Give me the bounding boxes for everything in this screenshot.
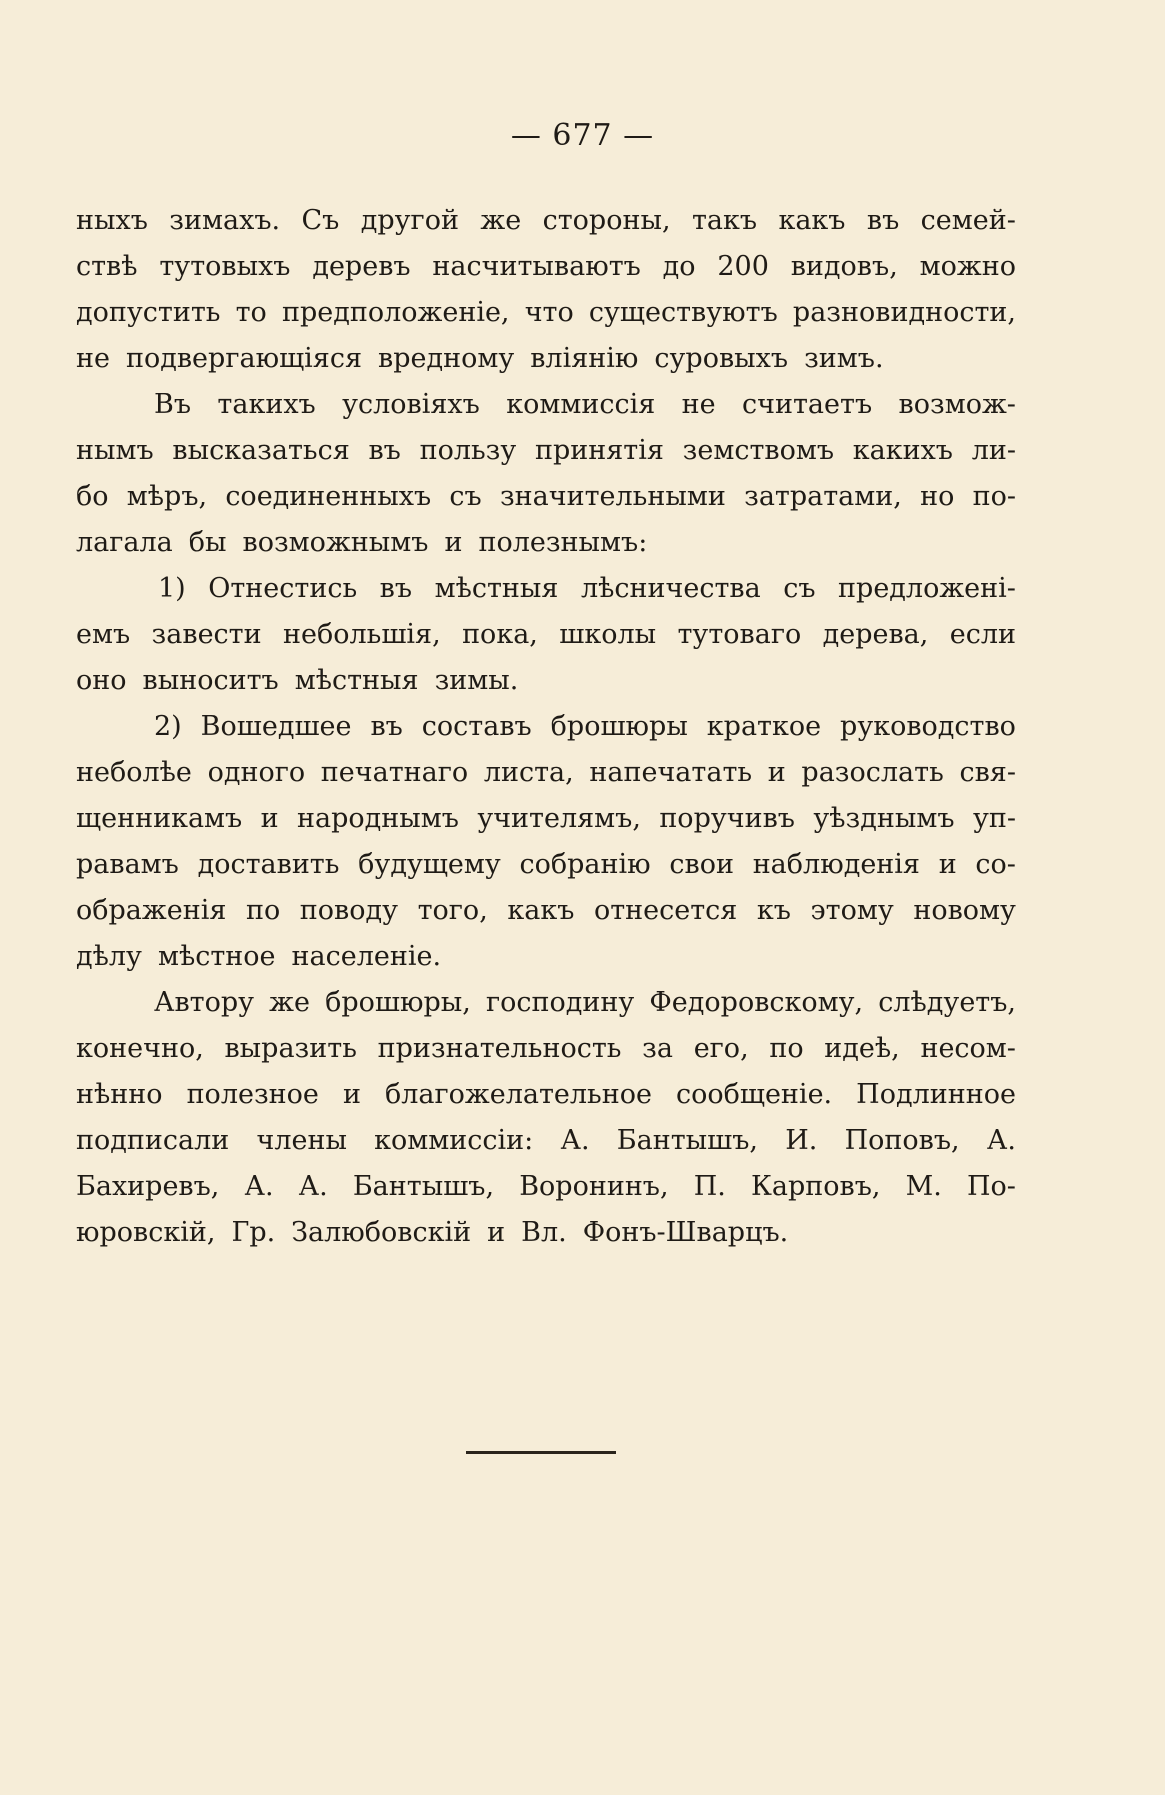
text-line (76, 612, 1016, 658)
word: высказаться (172, 435, 350, 466)
word: Федоровскому, (649, 987, 864, 1018)
word: и (260, 803, 279, 834)
word: будущему (358, 849, 501, 880)
word: ствѣ (76, 251, 138, 282)
word: руководство (840, 711, 1016, 742)
text-line (76, 1164, 1016, 1210)
word: за (642, 1033, 673, 1064)
word: бо (76, 481, 109, 512)
word: можно (919, 251, 1016, 282)
word: конечно, (76, 1033, 204, 1064)
word: П. (693, 1171, 726, 1202)
word: ли- (971, 435, 1016, 466)
word: 1) (158, 573, 186, 604)
word: брошюры, (325, 987, 471, 1018)
word: и (444, 527, 463, 558)
text-line (76, 704, 1016, 750)
word: считаетъ (742, 389, 873, 420)
word: и (487, 1217, 506, 1248)
word: отнесется (593, 895, 738, 926)
word: такихъ (217, 389, 316, 420)
word: затратами, (744, 481, 902, 512)
word: господину (485, 987, 635, 1018)
text-line (76, 382, 1016, 428)
word: вліянію (530, 343, 639, 374)
word: тутоваго (677, 619, 802, 650)
word: А. (298, 1171, 328, 1202)
text-line (76, 428, 1016, 474)
word: пока, (462, 619, 538, 650)
word: доставить (197, 849, 340, 880)
word: въ (379, 573, 413, 604)
word: нѣнно (76, 1079, 163, 1110)
word: неболѣе (76, 757, 192, 788)
end-rule (466, 1451, 616, 1454)
word: Вошедшее (200, 711, 352, 742)
word: поводу (299, 895, 399, 926)
word: А. (244, 1171, 274, 1202)
word: слѣдуетъ, (878, 987, 1016, 1018)
word: въ (370, 711, 403, 742)
word: Съ (301, 205, 340, 236)
word: наблюденія (752, 849, 920, 880)
word: ображенія (76, 895, 227, 926)
word: разновидности, (792, 297, 1016, 328)
word: соединенныхъ (225, 481, 432, 512)
word: до (662, 251, 696, 282)
text-line (76, 842, 1016, 888)
word: возмож- (898, 389, 1016, 420)
word: возможнымъ (242, 527, 429, 558)
word: значительными (499, 481, 726, 512)
word: населеніе. (291, 941, 442, 972)
word: же (480, 205, 522, 236)
word: что (524, 297, 574, 328)
word: свои (669, 849, 734, 880)
word: зимы. (434, 665, 519, 696)
word: же (269, 987, 310, 1018)
word: зимъ. (804, 343, 884, 374)
word: какъ (507, 895, 575, 926)
word: Гр. (231, 1217, 276, 1248)
word: Поповъ, (844, 1125, 960, 1156)
word: предположеніе, (281, 297, 510, 328)
text-line (76, 520, 1016, 566)
word: подписали (76, 1125, 230, 1156)
word: мѣстное (157, 941, 276, 972)
page-number: — 677 — (510, 118, 655, 153)
word: если (949, 619, 1016, 650)
word: юровскій, (76, 1217, 216, 1248)
text-line (76, 474, 1016, 520)
word: принятія (535, 435, 664, 466)
word: земствомъ (682, 435, 835, 466)
text-line (76, 796, 1016, 842)
word: равамъ (76, 849, 179, 880)
text-line (76, 750, 1016, 796)
word: пользу (419, 435, 517, 466)
word: коммиссіи: (374, 1125, 534, 1156)
word: Бантышъ, (352, 1171, 495, 1202)
word: существуютъ (588, 297, 778, 328)
word: Воронинъ, (519, 1171, 669, 1202)
word: Автору (154, 987, 255, 1018)
text-line (76, 1026, 1016, 1072)
word: мѣръ, (126, 481, 208, 512)
word: Карповъ, (750, 1171, 881, 1202)
word: щенникамъ (76, 803, 243, 834)
word: какъ (778, 205, 846, 236)
word: полезное (186, 1079, 319, 1110)
word: подвергающіяся (125, 343, 362, 374)
word: съ (783, 573, 816, 604)
body-text (76, 198, 1016, 1256)
word: лагала (76, 527, 173, 558)
word: какихъ (852, 435, 953, 466)
word: стороны, (542, 205, 671, 236)
word: то (235, 297, 267, 328)
word: 200 (717, 251, 769, 282)
word: насчитываютъ (432, 251, 641, 282)
word: мѣстныя (434, 573, 559, 604)
word: печатнаго (320, 757, 469, 788)
word: несом- (920, 1033, 1016, 1064)
word: и (938, 849, 957, 880)
word: выразить (224, 1033, 357, 1064)
word: небольшія, (282, 619, 441, 650)
word: емъ (76, 619, 131, 650)
word: нымъ (76, 435, 154, 466)
word: ныхъ (76, 205, 148, 236)
word: поручивъ (659, 803, 795, 834)
word: И. (785, 1125, 818, 1156)
text-line (76, 290, 1016, 336)
word: его, (693, 1033, 749, 1064)
word: и (342, 1079, 361, 1110)
word: школы (559, 619, 657, 650)
word: Бахиревъ, (76, 1171, 220, 1202)
word: составъ (421, 711, 532, 742)
word: листа, (483, 757, 574, 788)
text-line (76, 566, 1016, 612)
word: А. (986, 1125, 1016, 1156)
word: въ (368, 435, 401, 466)
word: того, (417, 895, 488, 926)
word: тутовыхъ (159, 251, 291, 282)
word: свя- (959, 757, 1016, 788)
word: А. (560, 1125, 590, 1156)
word: народнымъ (297, 803, 459, 834)
word: члены (256, 1125, 347, 1156)
text-line (76, 888, 1016, 934)
word: но (920, 481, 955, 512)
word: Залюбовскій (291, 1217, 472, 1248)
text-line (76, 1210, 1016, 1256)
text-line (76, 198, 1016, 244)
text-line (76, 1118, 1016, 1164)
word: дѣлу (76, 941, 142, 972)
word: краткое (706, 711, 822, 742)
word: разослать (801, 757, 944, 788)
word: не (76, 343, 110, 374)
text-line (76, 336, 1016, 382)
word: уп- (972, 803, 1016, 834)
word: Фонъ-Шварцъ. (582, 1217, 789, 1248)
word: коммиссія (506, 389, 656, 420)
word: оно (76, 665, 127, 696)
word: идеѣ, (824, 1033, 900, 1064)
word: допустить (76, 297, 221, 328)
word: 2) (154, 711, 182, 742)
word: мѣстныя (294, 665, 419, 696)
word: учителямъ, (477, 803, 641, 834)
word: Въ (154, 389, 192, 420)
text-line (76, 980, 1016, 1026)
word: бы (188, 527, 227, 558)
word: новому (913, 895, 1016, 926)
word: лѣсничества (580, 573, 761, 604)
word: Подлинное (856, 1079, 1016, 1110)
word: по- (972, 481, 1016, 512)
word: признательность (377, 1033, 622, 1064)
word: по (245, 895, 281, 926)
word: въ (866, 205, 900, 236)
word: другой (360, 205, 459, 236)
word: напечатать (589, 757, 753, 788)
word: Бантышъ, (616, 1125, 759, 1156)
word: сообщеніе. (675, 1079, 833, 1110)
word: уѣзднымъ (813, 803, 955, 834)
word: полезнымъ: (478, 527, 648, 558)
word: со- (975, 849, 1016, 880)
word: М. (905, 1171, 942, 1202)
word: завести (151, 619, 262, 650)
word: предложені- (838, 573, 1016, 604)
word: суровыхъ (654, 343, 789, 374)
word: съ (449, 481, 482, 512)
word: Отнестись (208, 573, 358, 604)
word: видовъ, (790, 251, 898, 282)
word: не (681, 389, 716, 420)
word: условіяхъ (342, 389, 480, 420)
text-line (76, 658, 1016, 704)
word: одного (207, 757, 306, 788)
word: и (767, 757, 786, 788)
word: зимахъ. (169, 205, 281, 236)
word: Вл. (521, 1217, 567, 1248)
text-line (76, 1072, 1016, 1118)
word: дерева, (822, 619, 929, 650)
text-line (76, 934, 1016, 980)
word: собранію (519, 849, 651, 880)
word: брошюры (550, 711, 688, 742)
word: вредному (378, 343, 515, 374)
text-line (76, 244, 1016, 290)
word: такъ (691, 205, 758, 236)
word: этому (810, 895, 894, 926)
word: деревъ (312, 251, 411, 282)
word: къ (756, 895, 791, 926)
word: по (769, 1033, 804, 1064)
word: благожелательное (384, 1079, 652, 1110)
word: выноситъ (142, 665, 279, 696)
word: семей- (920, 205, 1016, 236)
word: По- (966, 1171, 1016, 1202)
